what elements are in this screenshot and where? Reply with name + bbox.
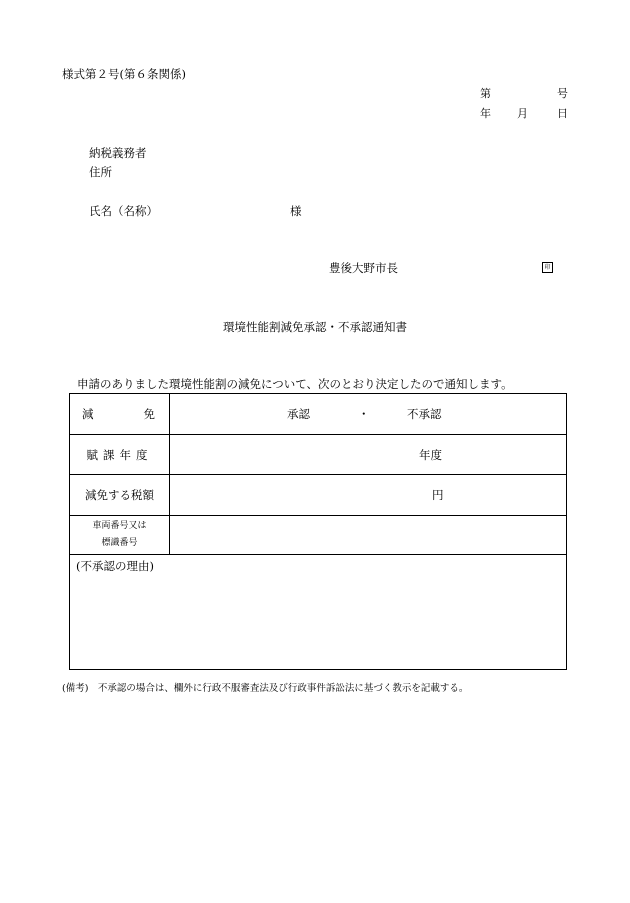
disapprove-option[interactable]: 不承認 [407, 407, 442, 421]
document-number-suffix: 号 [557, 87, 568, 100]
vehicle-number-value-cell[interactable] [170, 516, 567, 555]
honorific: 様 [290, 204, 302, 218]
seal-mark: 印 [542, 262, 553, 273]
tax-amount-value-cell[interactable] [170, 475, 567, 516]
disapproval-reason-label: (不承認の理由) [76, 559, 154, 573]
tax-year-label: 賦課年度 [86, 447, 153, 462]
tax-amount-label: 減免する税額 [85, 488, 154, 502]
form-number: 様式第２号(第６条関係) [62, 67, 186, 81]
vehicle-number-label-cell [70, 516, 170, 555]
decision-table [69, 393, 567, 670]
document-number-prefix: 第 [480, 87, 491, 100]
intro-text: 申請のありました環境性能割の減免について、次のとおり決定したので通知します。 [77, 377, 513, 391]
option-separator: ・ [358, 407, 370, 421]
tax-year-suffix: 年度 [419, 447, 442, 462]
tax-amount-label-cell [70, 475, 170, 516]
tax-year-value-cell[interactable] [170, 435, 567, 475]
table-row [70, 394, 567, 435]
address-label: 住所 [89, 165, 112, 179]
date-year-label: 年 [480, 107, 491, 120]
document-title: 環境性能割減免承認・不承認通知書 [223, 320, 407, 334]
table-row [70, 475, 567, 516]
date-month-label: 月 [517, 107, 528, 120]
reduction-label-cell [70, 394, 170, 435]
vehicle-number-label-line1: 車両番号又は [92, 521, 147, 531]
yen-suffix: 円 [432, 488, 444, 502]
reduction-label-char: 免 [143, 407, 155, 421]
table-row [70, 555, 567, 670]
tax-year-label-cell [70, 435, 170, 475]
disapproval-reason-cell[interactable] [70, 555, 567, 670]
approve-option[interactable]: 承認 [287, 407, 310, 421]
table-row [70, 516, 567, 555]
vehicle-number-label-line2: 標識番号 [101, 538, 138, 548]
reduction-label-char: 減 [82, 407, 94, 421]
name-label: 氏名（名称） [89, 204, 158, 218]
table-row [70, 435, 567, 475]
decision-cell[interactable] [170, 394, 567, 435]
issuer-title: 豊後大野市長 [329, 261, 398, 275]
date-day-label: 日 [557, 107, 568, 120]
remarks-note: (備考) 不承認の場合は、欄外に行政不服審査法及び行政事件訴訟法に基づく教示を記載する。 [62, 683, 469, 694]
taxpayer-label: 納税義務者 [89, 146, 147, 160]
